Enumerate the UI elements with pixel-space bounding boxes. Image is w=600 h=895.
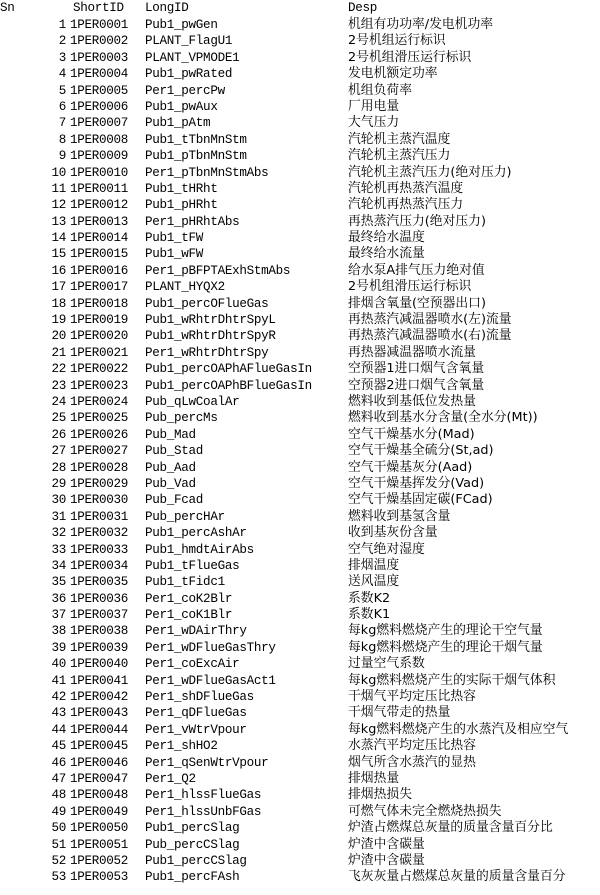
row-long-id: Pub_Mad: [145, 427, 196, 442]
row-sn: 26: [51, 427, 66, 442]
row-sn: 31: [51, 509, 66, 524]
row-long-id: Pub1_percOAPhBFlueGasIn: [145, 378, 312, 393]
row-short-id: 1PER0036: [70, 591, 129, 606]
row-long-id: Pub1_tFidc1: [145, 575, 225, 590]
row-desp: 系数K2: [348, 590, 391, 606]
row-sn: 41: [51, 673, 66, 688]
row-sn: 20: [51, 329, 66, 344]
row-desp: 干烟气平均定压比热容: [348, 689, 476, 705]
row-long-id: Per1_qSenWtrVpour: [145, 755, 269, 770]
row-sn: 51: [51, 837, 66, 852]
row-short-id: 1PER0016: [70, 263, 129, 278]
row-long-id: PLANT_FlagU1: [145, 34, 233, 49]
row-sn: 22: [51, 362, 66, 377]
row-short-id: 1PER0002: [70, 34, 129, 49]
row-short-id: 1PER0012: [70, 198, 129, 213]
row-desp: 每kg燃料燃烧产生的理论干烟气量: [348, 639, 543, 655]
row-sn: 24: [51, 394, 66, 409]
row-long-id: Pub_Fcad: [145, 493, 204, 508]
row-sn: 13: [51, 214, 66, 229]
row-long-id: Pub1_pTbnMnStm: [145, 149, 247, 164]
row-short-id: 1PER0037: [70, 608, 129, 623]
row-desp: 汽轮机主蒸汽压力: [348, 148, 451, 164]
row-sn: 21: [51, 345, 66, 360]
row-short-id: 1PER0011: [70, 181, 129, 196]
row-long-id: Per1_shDFlueGas: [145, 690, 254, 705]
row-sn: 19: [51, 313, 66, 328]
row-long-id: Pub1_pwAux: [145, 99, 218, 114]
row-desp: 大气压力: [348, 115, 400, 131]
table-row: [0, 279, 600, 295]
table-row: [0, 263, 600, 279]
header-desp: Desp: [348, 1, 378, 15]
header-sn: Sn: [0, 1, 15, 15]
row-sn: 47: [51, 771, 66, 786]
table-row: [0, 525, 600, 541]
table-row: [0, 689, 600, 705]
table-row: [0, 197, 600, 213]
table-row: [0, 787, 600, 803]
row-desp: 空气干燥基固定碳(FCad): [348, 492, 493, 508]
row-desp: 每kg燃料燃烧产生的理论干空气量: [348, 623, 543, 639]
row-short-id: 1PER0044: [70, 722, 129, 737]
row-long-id: PLANT_VPMODE1: [145, 50, 240, 65]
row-desp: 排烟热量: [348, 770, 400, 786]
row-short-id: 1PER0030: [70, 493, 129, 508]
row-sn: 10: [51, 165, 66, 180]
row-desp: 系数K1: [348, 607, 391, 623]
row-desp: 再热器减温器喷水流量: [348, 344, 476, 360]
row-short-id: 1PER0034: [70, 558, 129, 573]
row-long-id: Pub1_percFAsh: [145, 870, 240, 885]
row-short-id: 1PER0008: [70, 132, 129, 147]
row-short-id: 1PER0028: [70, 460, 129, 475]
row-long-id: Pub1_pHRht: [145, 198, 218, 213]
row-sn: 3: [58, 50, 66, 65]
row-desp: 空气干燥基灰分(Aad): [348, 459, 473, 475]
table-row: [0, 771, 600, 787]
row-sn: 43: [51, 706, 66, 721]
table-row: [0, 312, 600, 328]
row-desp: 水蒸汽平均定压比热容: [348, 738, 476, 754]
row-short-id: 1PER0043: [70, 706, 129, 721]
table-row: [0, 345, 600, 361]
row-long-id: Per1_vWtrVpour: [145, 722, 247, 737]
row-sn: 12: [51, 198, 66, 213]
row-long-id: Per1_coExcAir: [145, 657, 240, 672]
row-short-id: 1PER0023: [70, 378, 129, 393]
row-desp: 厂用电量: [348, 98, 400, 114]
row-short-id: 1PER0049: [70, 804, 129, 819]
row-desp: 每kg燃料燃烧产生的水蒸汽及相应空气: [348, 721, 569, 737]
row-sn: 16: [51, 263, 66, 278]
row-desp: 排烟温度: [348, 557, 400, 573]
row-short-id: 1PER0018: [70, 296, 129, 311]
row-long-id: Pub_Aad: [145, 460, 196, 475]
row-short-id: 1PER0047: [70, 771, 129, 786]
row-long-id: Pub1_percOAPhAFlueGasIn: [145, 362, 312, 377]
table-row: [0, 230, 600, 246]
header-short-id: ShortID: [73, 1, 124, 15]
table-row: [0, 50, 600, 66]
row-short-id: 1PER0046: [70, 755, 129, 770]
row-short-id: 1PER0029: [70, 476, 129, 491]
row-short-id: 1PER0052: [70, 853, 129, 868]
row-sn: 25: [51, 411, 66, 426]
table-row: [0, 837, 600, 853]
row-desp: 排烟含氧量(空预器出口): [348, 295, 486, 311]
row-desp: 汽轮机主蒸汽温度: [348, 131, 451, 147]
row-short-id: 1PER0017: [70, 280, 129, 295]
row-short-id: 1PER0020: [70, 329, 129, 344]
table-row: [0, 132, 600, 148]
row-short-id: 1PER0014: [70, 231, 129, 246]
row-long-id: Pub_Stad: [145, 444, 204, 459]
row-sn: 30: [51, 493, 66, 508]
row-long-id: Per1_pBFPTAExhStmAbs: [145, 263, 291, 278]
row-desp: 飞灰灰量占燃煤总灰量的质量含量百分: [348, 869, 566, 885]
row-short-id: 1PER0005: [70, 83, 129, 98]
table-row: [0, 607, 600, 623]
row-desp: 再热蒸汽减温器喷水(右)流量: [348, 328, 512, 344]
table-row: [0, 181, 600, 197]
row-long-id: Per1_coK2Blr: [145, 591, 233, 606]
row-sn: 50: [51, 821, 66, 836]
row-desp: 燃料收到基水分含量(全水分(Mt)): [348, 410, 538, 426]
row-sn: 39: [51, 640, 66, 655]
row-desp: 空气干燥基挥发分(Vad): [348, 475, 485, 491]
table-row: [0, 476, 600, 492]
table-header: [0, 0, 600, 17]
row-short-id: 1PER0032: [70, 526, 129, 541]
row-desp: 再热蒸汽减温器喷水(左)流量: [348, 312, 512, 328]
row-short-id: 1PER0031: [70, 509, 129, 524]
row-long-id: Per1_pTbnMnStmAbs: [145, 165, 269, 180]
row-sn: 34: [51, 558, 66, 573]
row-sn: 32: [51, 526, 66, 541]
row-long-id: Pub_qLwCoalAr: [145, 394, 240, 409]
row-long-id: Per1_qDFlueGas: [145, 706, 247, 721]
table-row: [0, 509, 600, 525]
row-sn: 33: [51, 542, 66, 557]
table-row: [0, 738, 600, 754]
row-sn: 14: [51, 231, 66, 246]
row-sn: 1: [58, 18, 66, 32]
row-desp: 空预器2进口烟气含氧量: [348, 377, 485, 393]
table-row: [0, 443, 600, 459]
table-row: [0, 804, 600, 820]
row-short-id: 1PER0035: [70, 575, 129, 590]
row-long-id: Pub1_tTbnMnStm: [145, 132, 247, 147]
row-sn: 17: [51, 280, 66, 295]
row-long-id: Pub1_pwRated: [145, 67, 233, 82]
table-row: [0, 214, 600, 230]
row-desp: 空气干燥基水分(Mad): [348, 426, 475, 442]
row-sn: 5: [58, 83, 66, 98]
row-long-id: Pub_percMs: [145, 411, 218, 426]
table-row: [0, 574, 600, 590]
row-long-id: Pub1_percAshAr: [145, 526, 247, 541]
row-desp: 空气绝对湿度: [348, 541, 425, 557]
row-sn: 35: [51, 575, 66, 590]
row-long-id: Pub1_pwGen: [145, 18, 218, 32]
table-row: [0, 673, 600, 689]
row-desp: 收到基灰份含量: [348, 525, 438, 541]
row-short-id: 1PER0033: [70, 542, 129, 557]
row-desp: 机组有功功率/发电机功率: [348, 17, 494, 32]
row-short-id: 1PER0045: [70, 739, 129, 754]
row-long-id: PLANT_HYQX2: [145, 280, 225, 295]
table-row: [0, 427, 600, 443]
row-short-id: 1PER0040: [70, 657, 129, 672]
row-short-id: 1PER0053: [70, 870, 129, 885]
table-row: [0, 853, 600, 869]
table-row: [0, 410, 600, 426]
row-short-id: 1PER0001: [70, 18, 129, 32]
row-desp: 机组负荷率: [348, 82, 412, 98]
row-desp: 空预器1进口烟气含氧量: [348, 361, 485, 377]
row-sn: 37: [51, 608, 66, 623]
row-short-id: 1PER0019: [70, 313, 129, 328]
table-row: [0, 623, 600, 639]
row-long-id: Per1_Q2: [145, 771, 196, 786]
table-row: [0, 542, 600, 558]
row-long-id: Pub1_hmdtAirAbs: [145, 542, 254, 557]
row-short-id: 1PER0050: [70, 821, 129, 836]
table-row: [0, 869, 600, 885]
row-long-id: Pub_percCSlag: [145, 837, 240, 852]
row-long-id: Pub1_tFlueGas: [145, 558, 240, 573]
row-long-id: Per1_wRhtrDhtrSpy: [145, 345, 269, 360]
table-row: [0, 328, 600, 344]
table-row: [0, 722, 600, 738]
row-long-id: Per1_coK1Blr: [145, 608, 233, 623]
table-row: [0, 656, 600, 672]
row-short-id: 1PER0027: [70, 444, 129, 459]
row-sn: 4: [58, 67, 66, 82]
row-sn: 15: [51, 247, 66, 262]
table-row: [0, 115, 600, 131]
row-sn: 38: [51, 624, 66, 639]
row-sn: 40: [51, 657, 66, 672]
row-short-id: 1PER0042: [70, 690, 129, 705]
row-desp: 炉渣中含碳量: [348, 836, 425, 852]
row-desp: 最终给水流量: [348, 246, 425, 262]
row-short-id: 1PER0048: [70, 788, 129, 803]
row-desp: 汽轮机再热蒸汽温度: [348, 180, 464, 196]
row-short-id: 1PER0051: [70, 837, 129, 852]
row-sn: 9: [58, 149, 66, 164]
row-short-id: 1PER0004: [70, 67, 129, 82]
row-sn: 49: [51, 804, 66, 819]
row-long-id: Pub_Vad: [145, 476, 196, 491]
row-short-id: 1PER0039: [70, 640, 129, 655]
row-short-id: 1PER0026: [70, 427, 129, 442]
row-sn: 46: [51, 755, 66, 770]
row-long-id: Per1_hlssFlueGas: [145, 788, 262, 803]
row-sn: 6: [58, 99, 66, 114]
row-desp: 干烟气带走的热量: [348, 705, 451, 721]
row-long-id: Pub1_percOFlueGas: [145, 296, 269, 311]
table-row: [0, 820, 600, 836]
row-long-id: Per1_percPw: [145, 83, 225, 98]
row-short-id: 1PER0038: [70, 624, 129, 639]
table-row: [0, 492, 600, 508]
row-desp: 排烟热损失: [348, 787, 412, 803]
table-body: [0, 17, 600, 886]
row-desp: 再热蒸汽压力(绝对压力): [348, 213, 486, 229]
row-desp: 最终给水温度: [348, 230, 425, 246]
row-sn: 11: [51, 181, 66, 196]
row-long-id: Pub1_wRhtrDhtrSpyR: [145, 329, 276, 344]
row-long-id: Per1_shHO2: [145, 739, 218, 754]
row-desp: 2号机组运行标识: [348, 33, 446, 49]
row-short-id: 1PER0013: [70, 214, 129, 229]
row-desp: 燃料收到基低位发热量: [348, 393, 476, 409]
table-row: [0, 99, 600, 115]
row-desp: 送风温度: [348, 574, 400, 590]
row-long-id: Pub_percHAr: [145, 509, 225, 524]
table-row: [0, 17, 600, 33]
row-sn: 18: [51, 296, 66, 311]
row-desp: 烟气所含水蒸汽的显热: [348, 754, 476, 770]
row-short-id: 1PER0010: [70, 165, 129, 180]
row-sn: 36: [51, 591, 66, 606]
table-row: [0, 640, 600, 656]
row-desp: 可燃气体未完全燃烧热损失: [348, 803, 502, 819]
row-long-id: Per1_wDFlueGasThry: [145, 640, 276, 655]
table-row: [0, 246, 600, 262]
row-desp: 给水泵A排气压力绝对值: [348, 262, 485, 278]
table-row: [0, 378, 600, 394]
table-row: [0, 705, 600, 721]
table-row: [0, 394, 600, 410]
row-desp: 汽轮机主蒸汽压力(绝对压力): [348, 164, 512, 180]
table-row: [0, 148, 600, 164]
row-sn: 7: [58, 116, 66, 131]
row-short-id: 1PER0015: [70, 247, 129, 262]
table-row: [0, 558, 600, 574]
row-desp: 发电机额定功率: [348, 66, 438, 82]
row-sn: 45: [51, 739, 66, 754]
row-desp: 每kg燃料燃烧产生的实际干烟气体积: [348, 672, 556, 688]
row-short-id: 1PER0009: [70, 149, 129, 164]
table-row: [0, 296, 600, 312]
row-long-id: Pub1_wRhtrDhtrSpyL: [145, 313, 276, 328]
row-short-id: 1PER0007: [70, 116, 129, 131]
row-desp: 2号机组滑压运行标识: [348, 49, 472, 65]
header-long-id: LongID: [145, 1, 189, 15]
row-short-id: 1PER0003: [70, 50, 129, 65]
row-desp: 炉渣中含碳量: [348, 852, 425, 868]
row-sn: 44: [51, 722, 66, 737]
table-row: [0, 361, 600, 377]
row-sn: 8: [58, 132, 66, 147]
row-long-id: Per1_wDFlueGasAct1: [145, 673, 276, 688]
table-row: [0, 460, 600, 476]
row-sn: 48: [51, 788, 66, 803]
table-row: [0, 165, 600, 181]
row-short-id: 1PER0025: [70, 411, 129, 426]
row-long-id: Per1_pHRhtAbs: [145, 214, 240, 229]
row-long-id: Pub1_pAtm: [145, 116, 211, 131]
row-sn: 28: [51, 460, 66, 475]
row-sn: 23: [51, 378, 66, 393]
row-long-id: Pub1_tFW: [145, 231, 204, 246]
row-long-id: Per1_wDAirThry: [145, 624, 247, 639]
row-short-id: 1PER0041: [70, 673, 129, 688]
row-sn: 53: [51, 870, 66, 885]
table-row: [0, 66, 600, 82]
table-row: [0, 755, 600, 771]
row-long-id: Per1_hlssUnbFGas: [145, 804, 262, 819]
row-short-id: 1PER0022: [70, 362, 129, 377]
row-sn: 2: [58, 34, 66, 49]
row-sn: 29: [51, 476, 66, 491]
row-sn: 42: [51, 690, 66, 705]
row-short-id: 1PER0006: [70, 99, 129, 114]
row-desp: 2号机组滑压运行标识: [348, 279, 472, 295]
row-desp: 燃料收到基氢含量: [348, 508, 451, 524]
row-short-id: 1PER0024: [70, 394, 129, 409]
row-long-id: Pub1_percSlag: [145, 821, 240, 836]
row-sn: 27: [51, 444, 66, 459]
row-sn: 52: [51, 853, 66, 868]
row-long-id: Pub1_percCSlag: [145, 853, 247, 868]
row-long-id: Pub1_wFW: [145, 247, 204, 262]
table-row: [0, 591, 600, 607]
row-desp: 过量空气系数: [348, 656, 425, 672]
row-desp: 空气干燥基全硫分(St,ad): [348, 443, 494, 459]
table-row: [0, 33, 600, 49]
table-row: [0, 83, 600, 99]
row-short-id: 1PER0021: [70, 345, 129, 360]
row-desp: 炉渣占燃煤总灰量的质量含量百分比: [348, 820, 553, 836]
row-long-id: Pub1_tHRht: [145, 181, 218, 196]
row-desp: 汽轮机再热蒸汽压力: [348, 197, 464, 213]
